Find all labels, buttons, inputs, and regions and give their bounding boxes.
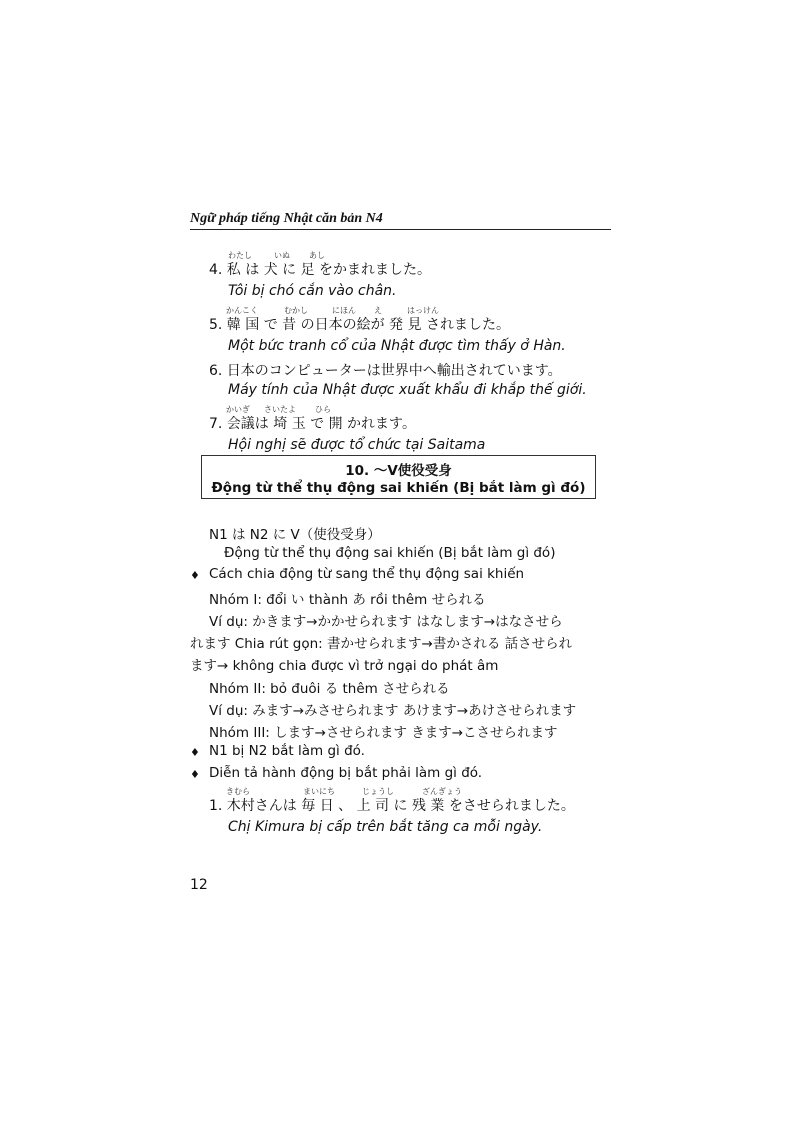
group-1-example: Ví dụ: かきます→かかせられます はなします→はなさせら [209,614,563,630]
furigana: まいにち [303,787,335,796]
furigana: じょうし [362,787,394,796]
group-2-rule: Nhóm II: bỏ đuôi る thêm させられる [209,681,450,697]
furigana: きむら [226,787,250,796]
example-translation: Chị Kimura bị cấp trên bắt tăng ca mỗi ngày. [228,819,543,835]
header-divider [190,229,611,230]
example-jp: 1. 木村さんは 毎 日 、 上 司 に 残 業 をさせられました。 [209,798,575,814]
group-1-rule: Nhóm I: đổi い thành あ rồi thêm せられる [209,592,486,608]
example-jp: 5. 韓 国 で 昔 の日本の絵が 発 見 されました。 [209,317,510,333]
furigana: かいぎ [226,405,250,414]
bullet-text: Diễn tả hành động bị bắt phải làm gì đó. [209,765,483,781]
bullet-text: Cách chia động từ sang thể thụ động sai khiến [209,566,525,582]
section-title: 10. ～V使役受身 [345,463,452,479]
furigana: むかし [284,306,308,315]
furigana: にほん [332,306,356,315]
example-jp: 7. 会議は 埼 玉 で 開 かれます。 [209,416,416,432]
example-jp: 4. 私 は 犬 に 足 をかまれました。 [209,262,432,278]
section-subtitle: Động từ thể thụ động sai khiến (Bị bắt làm gì đó) [211,480,586,496]
bullet-icon: ♦ [190,569,200,582]
furigana: さいたよ [264,405,296,414]
furigana: かんこく [226,306,258,315]
page-number: 12 [190,877,208,893]
example-translation: Một bức tranh cổ của Nhật được tìm thấy ở Hàn. [228,338,566,354]
furigana: いぬ [274,251,290,260]
group-3-rule: Nhóm III: します→させられます きます→こさせられます [209,725,558,741]
pattern-meaning: Động từ thể thụ động sai khiến (Bị bắt làm gì đó) [224,545,556,561]
example-translation: Tôi bị chó cắn vào chân. [228,283,397,299]
example-translation: Máy tính của Nhật được xuất khẩu đi khắp thế giới. [228,382,587,398]
running-header: Ngữ pháp tiếng Nhật căn bản N4 [190,211,383,226]
group-1-example-note: ます→ không chia được vì trở ngại do phát âm [190,658,499,674]
furigana: え [374,306,382,315]
bullet-icon: ♦ [190,768,200,781]
bullet-text: N1 bị N2 bắt làm gì đó. [209,743,365,759]
furigana: あし [309,251,325,260]
group-1-example-cont: れます Chia rút gọn: 書かせられます→書かされる 話させられ [190,636,573,652]
grammar-pattern: N1 は N2 に V（使役受身） [209,527,381,543]
furigana: はっけん [407,306,439,315]
group-2-example: Ví dụ: みます→みさせられます あけます→あけさせられます [209,703,577,719]
example-jp: 6. 日本のコンピューターは世界中へ輸出されています。 [209,363,562,379]
bullet-icon: ♦ [190,746,200,759]
furigana: わたし [228,251,252,260]
example-translation: Hội nghị sẽ được tổ chức tại Saitama [228,437,486,453]
furigana: ひら [315,405,331,414]
furigana: ざんぎょう [422,787,462,796]
